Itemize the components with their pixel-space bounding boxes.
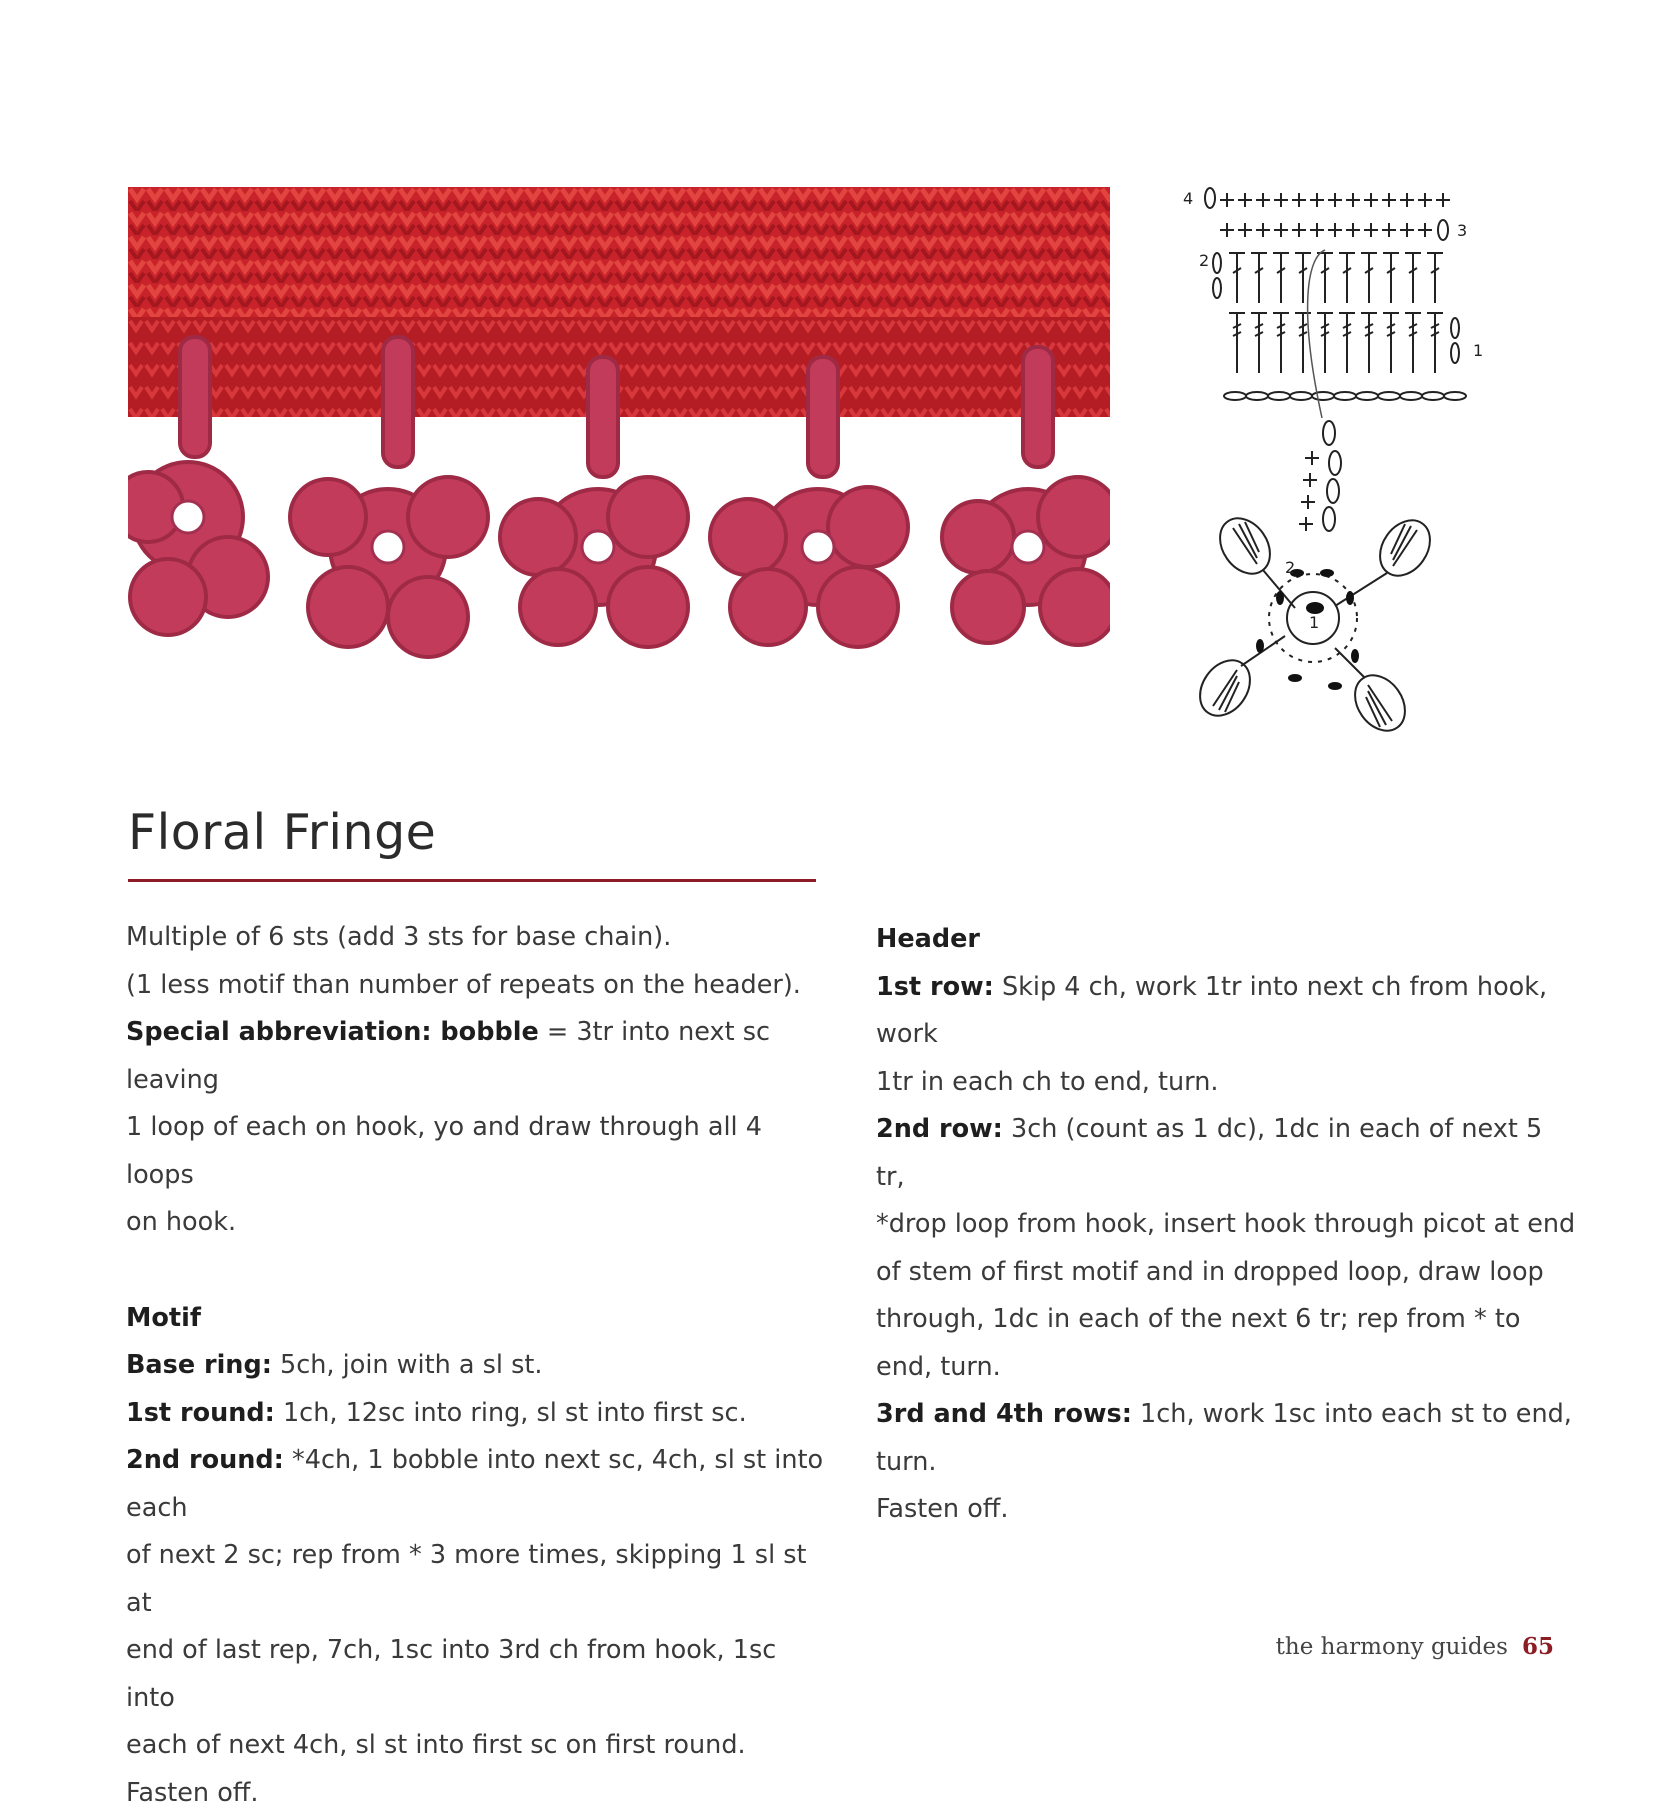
- chart-label-round-2: 2: [1285, 558, 1295, 577]
- page-number: 65: [1522, 1633, 1554, 1660]
- special-abbreviation: [126, 1009, 826, 1104]
- chart-label-row-1: 1: [1473, 341, 1483, 360]
- round-2-line-2: of next 2 sc; rep from * 3 more times, skipping 1 sl st at: [126, 1532, 826, 1627]
- book-title: the harmony guides: [1276, 1634, 1508, 1660]
- special-text: = 3tr into next sc leaving: [126, 1017, 770, 1095]
- row-3-4-label: 3rd and 4th rows:: [876, 1399, 1132, 1429]
- motif-heading: Motif: [126, 1295, 826, 1343]
- chart-label-row-4: 4: [1183, 189, 1193, 208]
- intro-line-1: Multiple of 6 sts (add 3 sts for base chain).: [126, 914, 826, 962]
- round-2-line-1: *4ch, 1 bobble into next sc, 4ch, sl st into each: [126, 1445, 823, 1523]
- header-fasten-off: Fasten off.: [876, 1486, 1576, 1534]
- round-1-label: 1st round:: [126, 1398, 275, 1428]
- row-1-label: 1st row:: [876, 972, 994, 1002]
- chart-label-row-2: 2: [1199, 251, 1209, 270]
- row-1: [876, 964, 1576, 1059]
- chart-label-row-3: 3: [1457, 221, 1467, 240]
- right-column: [876, 916, 1576, 1534]
- round-1: [126, 1390, 826, 1438]
- round-2: [126, 1437, 826, 1532]
- special-line-2: 1 loop of each on hook, yo and draw through all 4 loops: [126, 1104, 826, 1199]
- row-2-line-3: of stem of first motif and in dropped loop, draw loop: [876, 1249, 1576, 1297]
- special-label: Special abbreviation: bobble: [126, 1017, 539, 1047]
- motif-fasten-off: Fasten off.: [126, 1770, 826, 1817]
- page-footer: [1276, 1633, 1554, 1660]
- header-heading: Header: [876, 916, 1576, 964]
- round-2-label: 2nd round:: [126, 1445, 284, 1475]
- chart-label-round-1: 1: [1309, 613, 1319, 632]
- row-2-line-1: 3ch (count as 1 dc), 1dc in each of next 5 tr,: [876, 1114, 1542, 1192]
- row-2-line-5: end, turn.: [876, 1344, 1576, 1392]
- row-2-line-4: through, 1dc in each of the next 6 tr; rep from * to: [876, 1296, 1576, 1344]
- page-title: Floral Fringe: [128, 804, 436, 861]
- intro-line-2: (1 less motif than number of repeats on the header).: [126, 962, 826, 1010]
- base-ring-label: Base ring:: [126, 1350, 272, 1380]
- row-2: [876, 1106, 1576, 1201]
- round-2-line-4: each of next 4ch, sl st into first sc on first round.: [126, 1722, 826, 1770]
- row-1-line-1: Skip 4 ch, work 1tr into next ch from hook, work: [876, 972, 1547, 1050]
- crochet-symbol-chart: [1175, 178, 1515, 758]
- base-ring: [126, 1342, 826, 1390]
- row-2-label: 2nd row:: [876, 1114, 1003, 1144]
- row-3-4-text: 1ch, work 1sc into each st to end, turn.: [876, 1399, 1572, 1477]
- row-2-line-2: *drop loop from hook, insert hook through picot at end: [876, 1201, 1576, 1249]
- row-1-line-2: 1tr in each ch to end, turn.: [876, 1059, 1576, 1107]
- left-column: [126, 914, 826, 1817]
- round-1-text: 1ch, 12sc into ring, sl st into first sc.: [275, 1398, 747, 1428]
- title-divider: [128, 879, 816, 882]
- special-line-3: on hook.: [126, 1199, 826, 1247]
- round-2-line-3: end of last rep, 7ch, 1sc into 3rd ch from hook, 1sc into: [126, 1627, 826, 1722]
- crochet-fringe-photo: [128, 187, 1110, 687]
- base-ring-text: 5ch, join with a sl st.: [272, 1350, 543, 1380]
- row-3-4: [876, 1391, 1576, 1486]
